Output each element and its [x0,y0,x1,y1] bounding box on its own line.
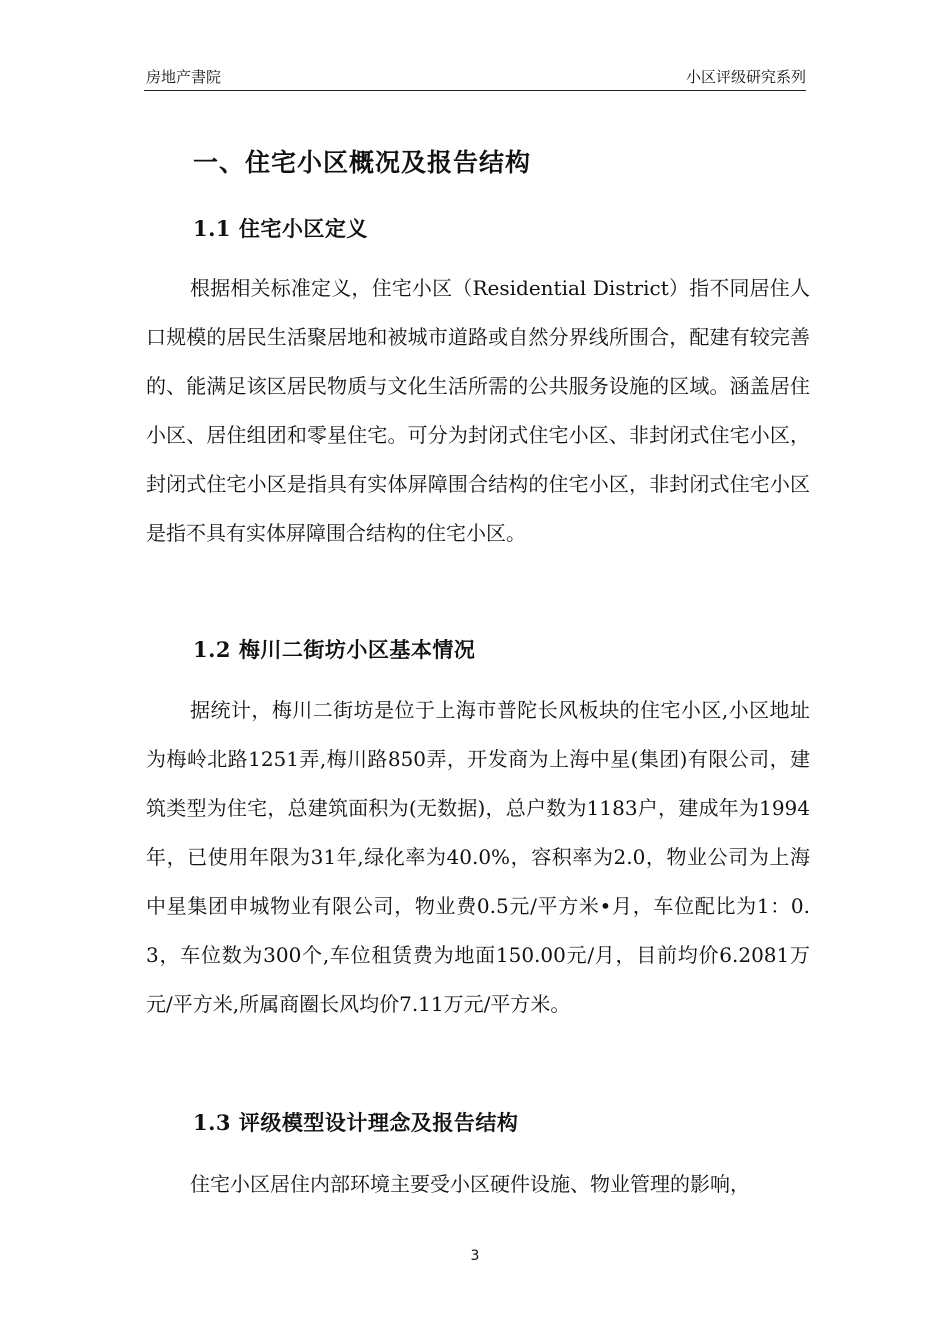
heading-1-2: 1.2 梅川二街坊小区基本情况 [193,637,476,662]
paragraph-1-2: 据统计，梅川二街坊是位于上海市普陀长风板块的住宅小区,小区地址为梅岭北路1251弄,梅川路850弄，开发商为上海中星(集团)有限公司，建筑类型为住宅，总建筑面积为(无数据)，总户数为1183户，建成年为1994年，已使用年限为31年,绿化率为40.0%，容积率为2.0，物业公司为上海中星集团申城物业有限公司，物业费0.5元/平方米•月，车位配比为1：0.3，车位数为300个,车位租赁费为地面150.00元/月，目前均价6.2081万元/平方米,所属商圈长风均价7.11万元/平方米。 [146,698,810,1016]
header-rule [144,90,806,91]
paragraph-1-3: 住宅小区居住内部环境主要受小区硬件设施、物业管理的影响， [190,1172,750,1196]
page-number: 3 [470,1248,480,1264]
paragraph-1-1: 根据相关标准定义，住宅小区（Residential District）指不同居住人口规模的居民生活聚居地和被城市道路或自然分界线所围合，配建有较完善的、能满足该区居民物质与文化生活所需的公共服务设施的区域。涵盖居住小区、居住组团和零星住宅。可分为封闭式住宅小区、非封闭式住宅小区，封闭式住宅小区是指具有实体屏障围合结构的住宅小区，非封闭式住宅小区是指不具有实体屏障围合结构的住宅小区。 [146,276,810,545]
header-left: 房地产書院 [146,68,222,86]
heading-1-1: 1.1 住宅小区定义 [193,216,368,241]
heading-1-3: 1.3 评级模型设计理念及报告结构 [193,1110,519,1135]
header-right: 小区评级研究系列 [685,68,806,86]
section-title: 一、住宅小区概况及报告结构 [193,148,532,177]
